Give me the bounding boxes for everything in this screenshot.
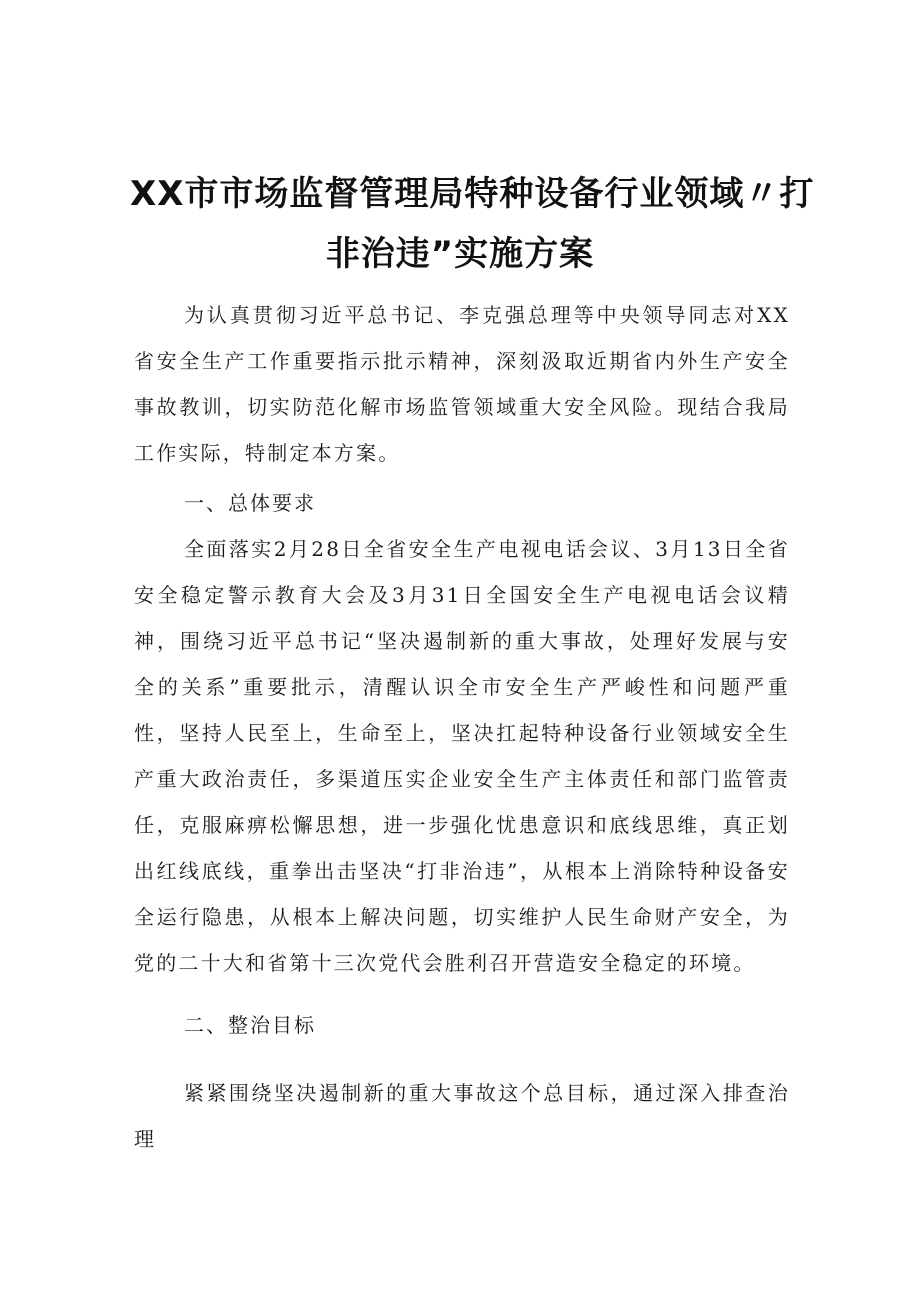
document-title-line-1: XX市市场监督管理局特种设备行业领域〃打 xyxy=(130,174,815,214)
intro-paragraph: 为认真贯彻习近平总书记、李克强总理等中央领导同志对XX省安全生产工作重要指示批示精神，深刻汲取近期省内外生产安全事故教训，切实防范化解市场监管领域重大安全风险。现结合我局工作实际，特制定本方案。 xyxy=(134,303,790,465)
section-heading-rectification-goals: 二、整治目标 xyxy=(184,1013,316,1037)
document-title-line-2: 非治违”实施方案 xyxy=(325,234,595,274)
rectification-goals-paragraph: 紧紧围绕坚决遏制新的重大事故这个总目标，通过深入排查治理 xyxy=(134,1081,790,1151)
section-heading-general-requirements: 一、总体要求 xyxy=(184,491,316,515)
general-requirements-paragraph: 全面落实2月28日全省安全生产电视电话会议、3月13日全省安全稳定警示教育大会及3月31日全国安全生产电视电话会议精神，围绕习近平总书记“坚决遏制新的重大事故，处理好发展与安全的关系”重要批示，清醒认识全市安全生产严峻性和问题严重性，坚持人民至上，生命至上，坚决扛起特种设备行业领域安全生产重大政治责任，多渠道压实企业安全生产主体责任和部门监管责任，克服麻痹松懈思想，进一步强化忧患意识和底线思维，真正划出红线底线，重拳出击坚决“打非治违”，从根本上消除特种设备安全运行隐患，从根本上解决问题，切实维护人民生命财产安全，为党的二十大和省第十三次党代会胜利召开营造安全稳定的环境。 xyxy=(134,537,790,975)
